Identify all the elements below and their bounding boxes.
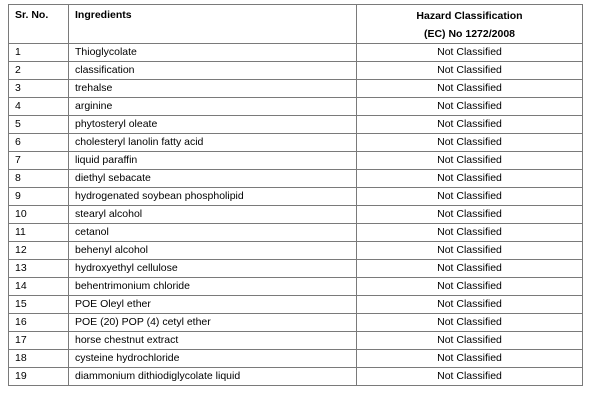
header-ingredients: Ingredients (69, 5, 357, 44)
table-row (9, 152, 583, 170)
ingredient-cell: arginine (69, 98, 357, 116)
row-number-cell: 4 (9, 98, 69, 116)
row-number-cell: 16 (9, 314, 69, 332)
table-row (9, 134, 583, 152)
classification-cell: Not Classified (357, 80, 583, 98)
table-row (9, 350, 583, 368)
table-row (9, 116, 583, 134)
classification-cell: Not Classified (357, 332, 583, 350)
ingredient-cell: cetanol (69, 224, 357, 242)
classification-cell: Not Classified (357, 206, 583, 224)
classification-cell: Not Classified (357, 188, 583, 206)
row-number-cell: 6 (9, 134, 69, 152)
classification-cell: Not Classified (357, 62, 583, 80)
row-number-cell: 12 (9, 242, 69, 260)
classification-cell: Not Classified (357, 98, 583, 116)
ingredient-cell: hydroxyethyl cellulose (69, 260, 357, 278)
header-row (9, 5, 583, 44)
ingredient-cell: hydrogenated soybean phospholipid (69, 188, 357, 206)
classification-cell: Not Classified (357, 260, 583, 278)
row-number-cell: 11 (9, 224, 69, 242)
row-number-cell: 19 (9, 368, 69, 386)
table-row (9, 80, 583, 98)
row-number-cell: 10 (9, 206, 69, 224)
table-row (9, 278, 583, 296)
ingredient-cell: POE Oleyl ether (69, 296, 357, 314)
table-row (9, 44, 583, 62)
table-row (9, 188, 583, 206)
row-number-cell: 15 (9, 296, 69, 314)
classification-cell: Not Classified (357, 152, 583, 170)
classification-cell: Not Classified (357, 314, 583, 332)
row-number-cell: 8 (9, 170, 69, 188)
ingredient-cell: horse chestnut extract (69, 332, 357, 350)
ingredient-cell: liquid paraffin (69, 152, 357, 170)
row-number-cell: 7 (9, 152, 69, 170)
row-number-cell: 9 (9, 188, 69, 206)
row-number-cell: 18 (9, 350, 69, 368)
header-hazard-line1: Hazard Classification (416, 10, 523, 22)
row-number-cell: 13 (9, 260, 69, 278)
table-row (9, 170, 583, 188)
table-row (9, 368, 583, 386)
row-number-cell: 1 (9, 44, 69, 62)
classification-cell: Not Classified (357, 350, 583, 368)
classification-cell: Not Classified (357, 278, 583, 296)
classification-cell: Not Classified (357, 224, 583, 242)
classification-cell: Not Classified (357, 134, 583, 152)
ingredient-cell: phytosteryl oleate (69, 116, 357, 134)
ingredient-cell: classification (69, 62, 357, 80)
ingredient-cell: trehalse (69, 80, 357, 98)
classification-cell: Not Classified (357, 170, 583, 188)
ingredient-cell: stearyl alcohol (69, 206, 357, 224)
row-number-cell: 5 (9, 116, 69, 134)
table-row (9, 332, 583, 350)
classification-cell: Not Classified (357, 116, 583, 134)
table-row (9, 224, 583, 242)
row-number-cell: 17 (9, 332, 69, 350)
table-body (9, 44, 583, 386)
ingredient-cell: diammonium dithiodiglycolate liquid (69, 368, 357, 386)
header-hazard-line2: (EC) No 1272/2008 (423, 28, 516, 40)
classification-cell: Not Classified (357, 296, 583, 314)
ingredient-cell: behentrimonium chloride (69, 278, 357, 296)
classification-cell: Not Classified (357, 368, 583, 386)
header-sr-no: Sr. No. (9, 5, 69, 44)
table-row (9, 260, 583, 278)
table-header (9, 5, 583, 44)
ingredient-cell: behenyl alcohol (69, 242, 357, 260)
ingredient-cell: Thioglycolate (69, 44, 357, 62)
hazard-classification-document (8, 4, 583, 386)
ingredients-table (8, 4, 583, 386)
ingredient-cell: cysteine hydrochloride (69, 350, 357, 368)
ingredient-cell: cholesteryl lanolin fatty acid (69, 134, 357, 152)
header-hazard-classification (357, 5, 583, 44)
table-row (9, 98, 583, 116)
row-number-cell: 3 (9, 80, 69, 98)
table-row (9, 242, 583, 260)
table-row (9, 314, 583, 332)
row-number-cell: 14 (9, 278, 69, 296)
table-row (9, 62, 583, 80)
row-number-cell: 2 (9, 62, 69, 80)
classification-cell: Not Classified (357, 242, 583, 260)
table-row (9, 206, 583, 224)
ingredient-cell: diethyl sebacate (69, 170, 357, 188)
ingredient-cell: POE (20) POP (4) cetyl ether (69, 314, 357, 332)
classification-cell: Not Classified (357, 44, 583, 62)
table-row (9, 296, 583, 314)
